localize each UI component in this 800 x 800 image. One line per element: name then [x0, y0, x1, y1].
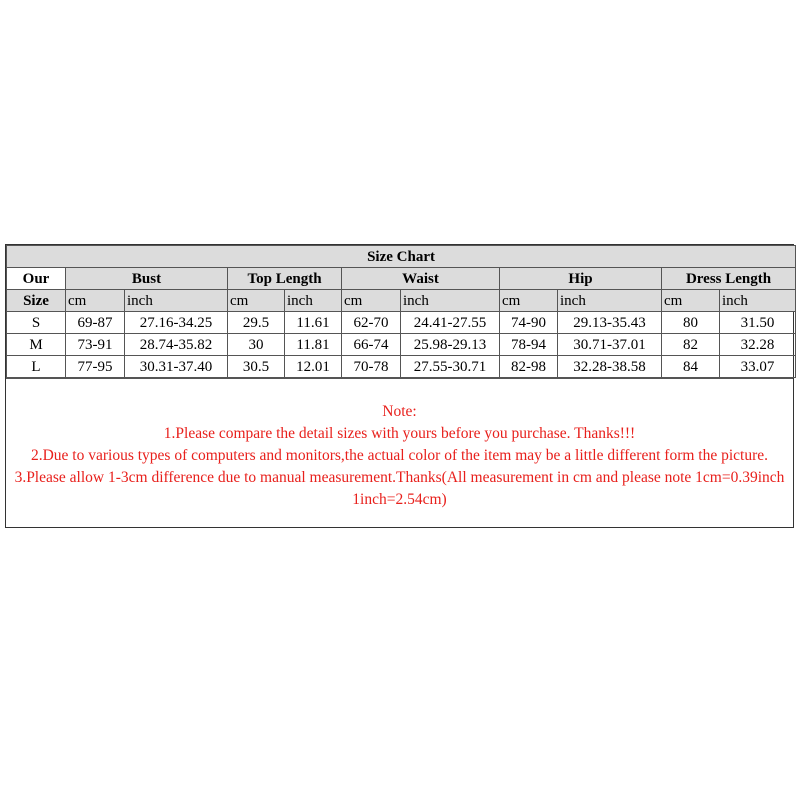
value-cell: 29.13-35.43	[558, 312, 662, 334]
chart-title: Size Chart	[7, 246, 796, 268]
value-cell: 33.07	[720, 356, 796, 378]
value-cell: 74-90	[500, 312, 558, 334]
unit-header: cm	[228, 290, 285, 312]
value-cell: 32.28	[720, 334, 796, 356]
value-cell: 30.5	[228, 356, 285, 378]
size-chart	[5, 244, 794, 528]
value-cell: 30.71-37.01	[558, 334, 662, 356]
table-row	[7, 312, 796, 334]
group-header: Bust	[66, 268, 228, 290]
group-header: Hip	[500, 268, 662, 290]
unit-header: inch	[558, 290, 662, 312]
group-header: Dress Length	[662, 268, 796, 290]
unit-header: cm	[342, 290, 401, 312]
unit-header: cm	[662, 290, 720, 312]
our-size-label: Our	[7, 268, 66, 290]
group-header: Top Length	[228, 268, 342, 290]
value-cell: 66-74	[342, 334, 401, 356]
value-cell: 62-70	[342, 312, 401, 334]
unit-header: inch	[720, 290, 796, 312]
value-cell: 28.74-35.82	[125, 334, 228, 356]
value-cell: 12.01	[285, 356, 342, 378]
value-cell: 77-95	[66, 356, 125, 378]
value-cell: 84	[662, 356, 720, 378]
value-cell: 30	[228, 334, 285, 356]
value-cell: 80	[662, 312, 720, 334]
value-cell: 70-78	[342, 356, 401, 378]
group-header: Waist	[342, 268, 500, 290]
value-cell: 82-98	[500, 356, 558, 378]
note-heading: Note:	[382, 403, 417, 420]
value-cell: 31.50	[720, 312, 796, 334]
value-cell: 82	[662, 334, 720, 356]
size-cell: L	[7, 356, 66, 378]
value-cell: 24.41-27.55	[401, 312, 500, 334]
value-cell: 32.28-38.58	[558, 356, 662, 378]
unit-header: cm	[66, 290, 125, 312]
value-cell: 27.16-34.25	[125, 312, 228, 334]
value-cell: 78-94	[500, 334, 558, 356]
note-line: 1.Please compare the detail sizes with yours before you purchase. Thanks!!!	[163, 425, 636, 442]
table-row	[7, 356, 796, 378]
value-cell: 30.31-37.40	[125, 356, 228, 378]
unit-header: inch	[285, 290, 342, 312]
value-cell: 27.55-30.71	[401, 356, 500, 378]
size-table	[6, 245, 796, 378]
unit-header: inch	[125, 290, 228, 312]
value-cell: 29.5	[228, 312, 285, 334]
size-cell: M	[7, 334, 66, 356]
value-cell: 69-87	[66, 312, 125, 334]
value-cell: 11.61	[285, 312, 342, 334]
unit-header: inch	[401, 290, 500, 312]
value-cell: 25.98-29.13	[401, 334, 500, 356]
size-cell: S	[7, 312, 66, 334]
value-cell: 73-91	[66, 334, 125, 356]
value-cell: 11.81	[285, 334, 342, 356]
note-line: 3.Please allow 1-3cm difference due to manual measurement.Thanks(All measurement in cm and please note 1cm=0.39inch 1inch=2.54cm)	[14, 469, 785, 508]
notes-block	[6, 378, 793, 527]
note-line: 2.Due to various types of computers and monitors,the actual color of the item may be a little different form the picture.	[30, 447, 769, 464]
table-row	[7, 334, 796, 356]
unit-header: cm	[500, 290, 558, 312]
size-label: Size	[7, 290, 66, 312]
